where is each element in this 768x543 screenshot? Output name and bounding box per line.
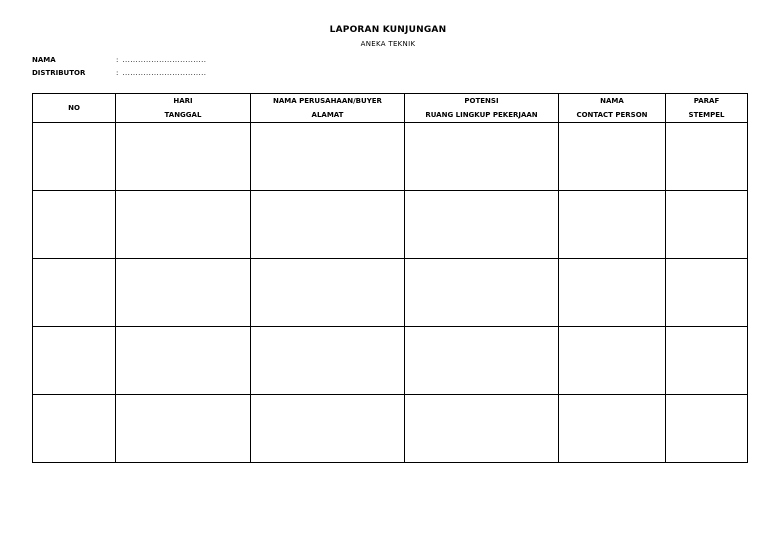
table-cell[interactable] <box>666 395 748 463</box>
table-cell[interactable] <box>559 123 666 191</box>
field-blank-nama[interactable]: ................................ <box>122 56 207 64</box>
table-cell[interactable] <box>33 395 116 463</box>
table-cell[interactable] <box>251 123 405 191</box>
table-cell[interactable] <box>116 123 251 191</box>
header-no: NO <box>33 94 116 123</box>
table-cell[interactable] <box>666 259 748 327</box>
table-cell[interactable] <box>559 191 666 259</box>
table-cell[interactable] <box>251 259 405 327</box>
table-cell[interactable] <box>405 123 559 191</box>
table-cell[interactable] <box>116 259 251 327</box>
table-cell[interactable] <box>559 395 666 463</box>
table-cell[interactable] <box>251 191 405 259</box>
table-cell[interactable] <box>33 123 116 191</box>
table-cell[interactable] <box>33 259 116 327</box>
table-cell[interactable] <box>666 123 748 191</box>
table-cell[interactable] <box>559 327 666 395</box>
visit-report-table <box>32 93 748 463</box>
table-header-row <box>33 94 748 123</box>
table-row <box>33 327 748 395</box>
document-subtitle: ANEKA TEKNIK <box>360 40 416 48</box>
field-distributor <box>32 68 206 78</box>
table-row <box>33 395 748 463</box>
table-cell[interactable] <box>251 395 405 463</box>
table-cell[interactable] <box>33 191 116 259</box>
header-hari-tanggal: HARI TANGGAL <box>116 94 251 123</box>
field-colon: : <box>116 69 119 77</box>
field-blank-distributor[interactable]: ................................ <box>122 69 207 77</box>
table-cell[interactable] <box>666 327 748 395</box>
table-cell[interactable] <box>33 327 116 395</box>
table-cell[interactable] <box>405 327 559 395</box>
header-contact-person: NAMA CONTACT PERSON <box>559 94 666 123</box>
table-cell[interactable] <box>116 395 251 463</box>
header-perusahaan-alamat: NAMA PERUSAHAAN/BUYER ALAMAT <box>251 94 405 123</box>
document-title: LAPORAN KUNJUNGAN <box>329 25 447 35</box>
table-row <box>33 123 748 191</box>
field-nama <box>32 55 206 65</box>
table-row <box>33 259 748 327</box>
table-row <box>33 191 748 259</box>
table-cell[interactable] <box>405 259 559 327</box>
table-cell[interactable] <box>251 327 405 395</box>
table-cell[interactable] <box>405 191 559 259</box>
table-cell[interactable] <box>559 259 666 327</box>
table-cell[interactable] <box>116 327 251 395</box>
field-label-nama: NAMA <box>32 56 56 64</box>
table-cell[interactable] <box>116 191 251 259</box>
table-cell[interactable] <box>405 395 559 463</box>
table-cell[interactable] <box>666 191 748 259</box>
header-potensi: POTENSI RUANG LINGKUP PEKERJAAN <box>405 94 559 123</box>
header-paraf-stempel: PARAF STEMPEL <box>666 94 748 123</box>
field-label-distributor: DISTRIBUTOR <box>32 69 86 77</box>
field-colon: : <box>116 56 119 64</box>
